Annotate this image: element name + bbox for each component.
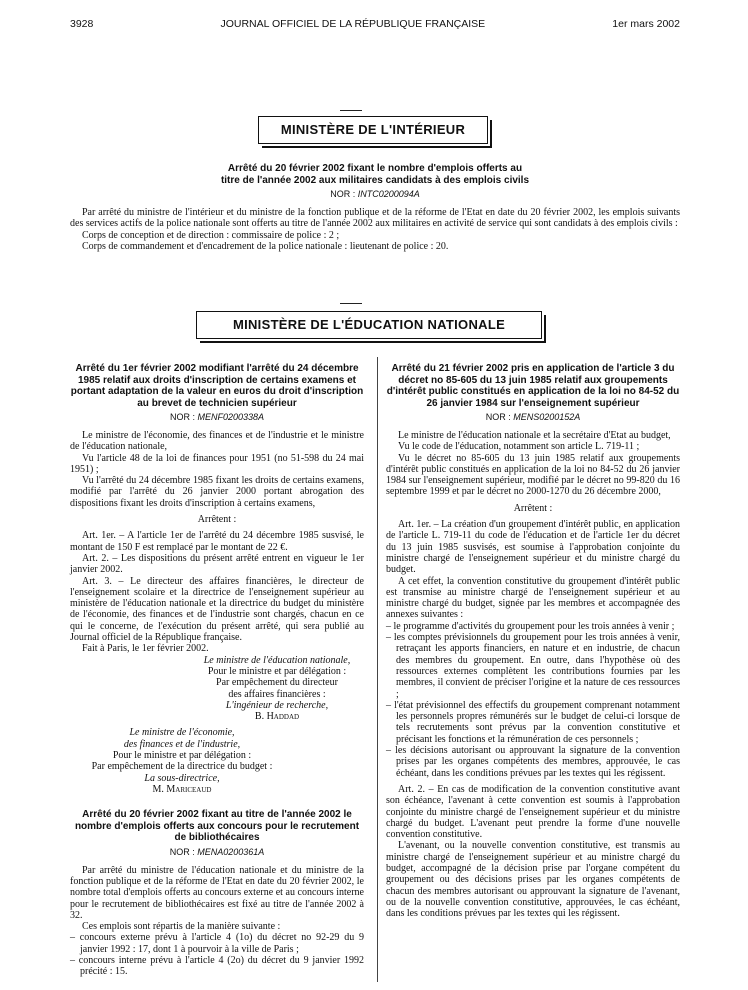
paragraph: Le ministre de l'économie, des finances et de l'industrie et le ministre de l'éducation nationale,: [70, 430, 364, 453]
paragraph: Ces emplois sont répartis de la manière suivante :: [82, 921, 281, 933]
paragraph: Par arrêté du ministre de l'éducation nationale et du ministre de la fonction publique et de la réforme de l'Etat en date du 20 février 2002, le nombre total d'emplois offerts au concours externe et au concours interne pour le recrutement de bibliothécaires est fixé au titre de l'année 2002 à 32.: [70, 864, 364, 921]
article-1: Art. 1er. – A l'article 1er de l'arrêté du 24 décembre 1985 susvisé, le montant de 150 F est remplacé par le montant de 22 €.: [70, 530, 364, 553]
list-item: – l'état prévisionnel des effectifs du groupement comprenant notamment les personnels propres rémunérés sur le budget de celui-ci lorsque de tels recrutements sont prévus par la convention constitutive et précisant les fonctions et la rémunération de ces personnels ;: [386, 699, 680, 745]
arrete-title: Arrêté du 1er février 2002 modifiant l'arrêté du 24 décembre 1985 relatif aux droits d'inscription de certains examens et portant adaptation de la valeur en euros du droit d'inscription au brevet de technicien supérieur: [70, 363, 364, 409]
arretent-label: Arrêtent :: [197, 514, 237, 526]
arrete-title: Arrêté du 20 février 2002 fixant au titre de l'année 2002 le nombre d'emplois offerts aux concours pour le recrutement de bibliothécaires: [74, 809, 360, 844]
signature-block: Le ministre de l'économie, des finances et de l'industrie, Pour le ministre et par délégation : Par empêchement de la directrice du budget : La sous-directrice, M. Mariceaud: [91, 727, 273, 795]
article-2: Art. 2. – En cas de modification de la convention constitutive avant son échéance, l'avenant à cette convention est soumis à l'approbation conjointe du ministre chargé de l'enseignement supérieur et du ministre chargé du budget. L'avenant peut prendre la forme d'une nouvelle convention constitutive.: [386, 783, 680, 841]
divider: [340, 303, 362, 304]
nor-reference: NOR : MENF0200338A: [169, 412, 265, 422]
nor-reference: NOR : INTC0200094A: [330, 189, 420, 199]
emplois-list: [70, 932, 364, 977]
running-header: [70, 18, 680, 30]
article-1: Art. 1er. – La création d'un groupement d'intérêt public, en application de l'article L. 719-11 du code de l'éducation et de l'article 1er du décret du 13 juin 1985 susvisés, est soumise à l'approbation conjointe du ministre chargé de l'enseignement supérieur et du ministre chargé du budget.: [386, 519, 680, 576]
ministry-interieur-box: MINISTÈRE DE L'INTÉRIEUR: [258, 116, 488, 144]
nor-reference: NOR : MENS0200152A: [485, 412, 581, 422]
paragraph: Corps de commandement et d'encadrement de la police nationale : lieutenant de police : 20.: [82, 240, 449, 252]
article-3: Art. 3. – Le directeur des affaires financières, le directeur de l'enseignement scolaire et la directrice de l'enseignement supérieur au ministère de l'éducation nationale et la directrice du budget du ministère de l'économie, des finances et de l'industrie sont chargés, chacun en ce qui le concerne, de l'exécution du présent arrêté, qui sera publié au Journal officiel de la République française.: [70, 575, 364, 644]
paragraph: Vu le décret no 85-605 du 13 juin 1985 relatif aux groupements d'intérêt public constitués en application de la loi no 84-52 du 26 janvier 1984 sur l'enseignement supérieur, modifié par le décret no 99-820 du 16 septembre 1999 et par le décret no 2000-1270 du 26 décembre 2000,: [386, 452, 680, 498]
column-rule: [377, 357, 378, 982]
list-item: – les comptes prévisionnels du groupement pour les trois années à venir, retraçant les apports financiers, en nature et en industrie, de chacun des membres du groupement. En outre, dans l'hypothèse où des ressources externes complètent les contributions fournies par les membres, il convient de préciser l'origine et la nature de ces ressources ;: [386, 632, 680, 700]
paragraph: L'avenant, ou la nouvelle convention constitutive, est transmis au ministre chargé de l'enseignement supérieur et au ministre chargé du budget, accompagné de la décision prise par l'organe compétent du groupement ou des décisions prises par les organes compétents de chacun des membres autorisant ou approuvant la signature de l'avenant, ou de la nouvelle convention constitutive, approuvées, le cas échéant, dans les conditions prévues par les textes qui les régissent.: [386, 840, 680, 920]
arrete-title: Arrêté du 20 février 2002 fixant le nombre d'emplois offerts au titre de l'année 2002 aux militaires candidats à des emplois civils: [220, 163, 530, 186]
nor-reference: NOR : MENA0200361A: [169, 846, 265, 857]
divider: [340, 110, 362, 111]
signature-block: Le ministre de l'éducation nationale, Pour le ministre et par délégation : Par empêchement du directeur des affaires financières : L'ingénieur de recherche, B. Haddad: [203, 654, 351, 723]
paragraph: Vu l'arrêté du 24 décembre 1985 fixant les droits de certains examens, modifié par l'arrêté du 26 janvier 2000 portant abrogation des dispositions fixant les droits d'inscription à certains examens,: [70, 475, 364, 509]
article-2: Art. 2. – Les dispositions du présent arrêté entrent en vigueur le 1er janvier 2002.: [70, 552, 364, 576]
paragraph: Corps de conception et de direction : commissaire de police : 2 ;: [82, 229, 340, 241]
arrete-militaires: [70, 163, 680, 252]
list-item: – concours externe prévu à l'article 4 (1o) du décret no 92-29 du 9 janvier 1992 : 17, dont 1 à pourvoir à la ville de Paris ;: [70, 932, 364, 955]
page-number: 3928: [70, 18, 94, 30]
paragraph: Vu le code de l'éducation, notamment son article L. 719-11 ;: [398, 441, 640, 453]
paragraph: Le ministre de l'éducation nationale et la secrétaire d'Etat au budget,: [398, 430, 671, 441]
signature-date: Fait à Paris, le 1er février 2002.: [82, 643, 209, 655]
ministry-education-box: MINISTÈRE DE L'ÉDUCATION NATIONALE: [196, 311, 542, 339]
journal-title: JOURNAL OFFICIEL DE LA RÉPUBLIQUE FRANÇAISE: [220, 18, 486, 30]
left-column: [70, 363, 364, 978]
paragraph: A cet effet, la convention constitutive du groupement d'intérêt public est transmise au ministre chargé de l'enseignement supérieur et au ministre chargé du budget, signée par les membres et accompagnée des annexes suivantes :: [386, 575, 680, 621]
paragraph: Par arrêté du ministre de l'intérieur et du ministre de la fonction publique et de la réforme de l'Etat en date du 20 février 2002, les emplois suivants des services actifs de la police nationale sont offerts au titre de l'année 2002 aux militaires en activité de service qui sont candidats à des emplois civils :: [70, 207, 680, 230]
issue-date: 1er mars 2002: [612, 18, 680, 30]
list-item: – les décisions autorisant ou approuvant la signature de la convention prises par les organes compétents des membres, approuvée, le cas échéant, dans les conditions prévues par les textes qui les régissent.: [386, 745, 680, 779]
list-item: – le programme d'activités du groupement pour les trois années à venir ;: [386, 620, 675, 632]
right-column: [386, 363, 680, 919]
arrete-title: Arrêté du 21 février 2002 pris en application de l'article 3 du décret no 85-605 du 13 juin 1985 relatif aux groupements d'intérêt public constitués en application de la loi no 84-52 du 26 janvier 1984 sur l'enseignement supérieur: [386, 363, 680, 409]
paragraph: Vu l'article 48 de la loi de finances pour 1951 (no 51-598 du 24 mai 1951) ;: [70, 452, 364, 475]
annexes-list: [386, 621, 680, 779]
arretent-label: Arrêtent :: [513, 502, 553, 514]
list-item: – concours interne prévu à l'article 4 (2o) du décret du 9 janvier 1992 précité : 15.: [70, 955, 364, 978]
